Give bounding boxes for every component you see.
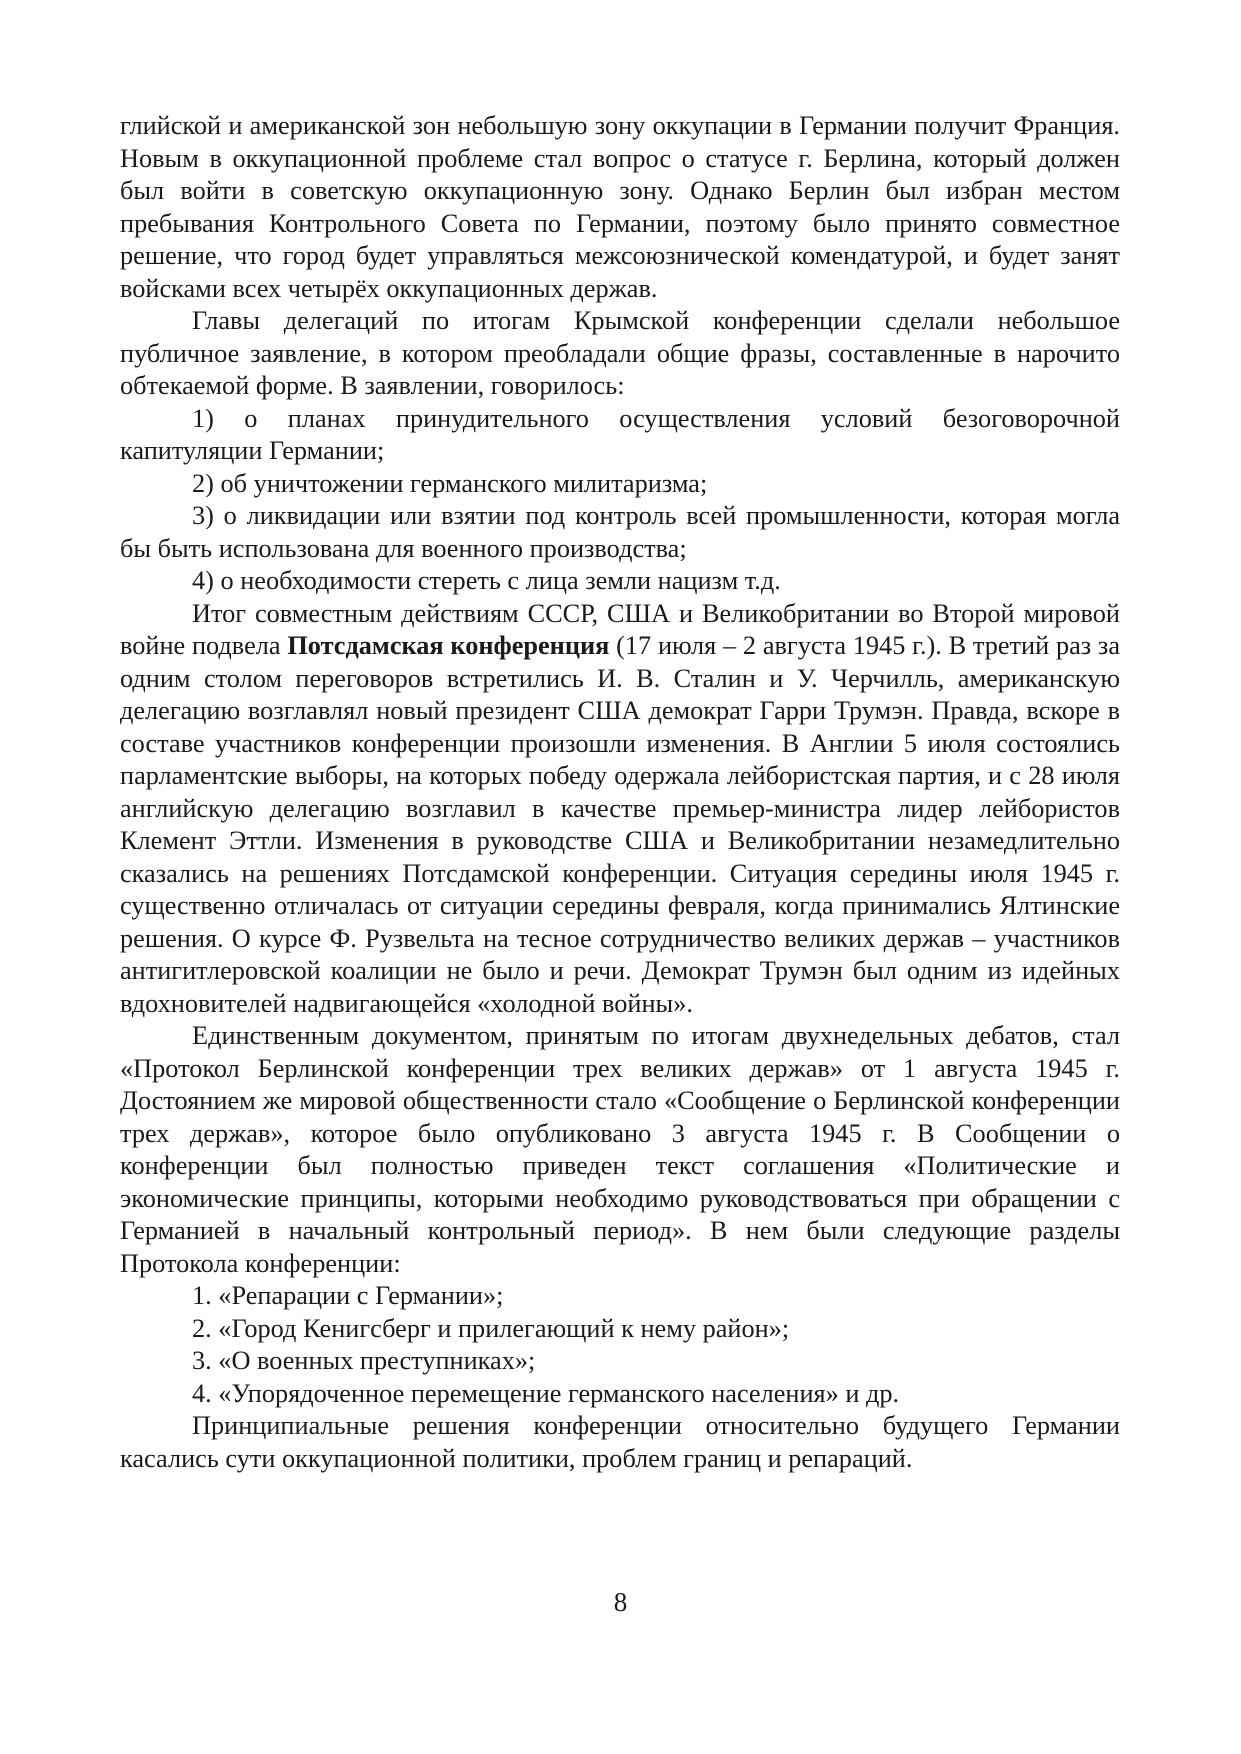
list-item: 1) о планах принудительного осуществления условий безоговорочной капитуляции Германии; bbox=[120, 403, 1120, 465]
page-number: 8 bbox=[613, 1587, 628, 1617]
potsdam-intro-text: Итог совместным действиям СССР, США и Великобритании во Второй мировой войне подвела bbox=[120, 598, 1120, 660]
list-item: 1. «Репарации с Германии»; bbox=[192, 1281, 504, 1310]
list-item: 3) о ликвидации или взятии под контроль всей промышленности, которая могла бы быть использована для военного производства; bbox=[120, 501, 1120, 563]
potsdam-conference-term: Потсдамская конференция bbox=[287, 631, 610, 660]
list-item: 3. «О военных преступниках»; bbox=[192, 1346, 536, 1375]
potsdam-body-text: (17 июля – 2 августа 1945 г.). В третий раз за одним столом переговоров встретились И. В. Сталин и У. Черчилль, американскую делегацию возглавлял новый президент США демократ Гарри Трумэн. Правда, вскоре в составе участников конференции произошли изменения. В Англии 5 июля состоялись парламентские выборы, на которых победу одержала лейбористская партия, и с 28 июля английскую делегацию возглавил в качестве премьер-министра лидер лейбористов Клемент Эттли. Изменения в руководстве США и Великобритании незамедлительно сказались на решениях Потсдамской конференции. Ситуация середины июля 1945 г. существенно отличалась от ситуации середины февраля, когда принимались Ялтинские решения. О курсе Ф. Рузвельта на тесное сотрудничество великих держав – участников антигитлеровской коалиции не было и речи. Демократ Трумэн был одним из идейных вдохновителей надвигающейся «холодной войны». bbox=[120, 631, 1120, 1018]
document-page bbox=[120, 110, 1120, 1475]
paragraph-crimean-statement: Главы делегаций по итогам Крымской конференции сделали небольшое публичное заявление, в котором преобладали общие фразы, составленные в нарочито обтекаемой форме. В заявлении, говорилось: bbox=[120, 306, 1120, 400]
paragraph-potsdam-conference bbox=[120, 598, 1120, 1021]
paragraph-berlin-protocol: Единственным документом, принятым по итогам двухнедельных дебатов, стал «Протокол Берлинской конференции трех великих держав» от 1 августа 1945 г. Достоянием же мировой общественности стало «Сообщение о Берлинской конференции трех держав», которое было опубликовано 3 августа 1945 г. В Сообщении о конференции был полностью приведен текст соглашения «Политические и экономические принципы, которыми необходимо руководствоваться при обращении с Германией в начальный контрольный период». В нем были следующие разделы Протокола конференции: bbox=[120, 1021, 1120, 1278]
list-item: 2) об уничтожении германского милитаризма; bbox=[192, 468, 708, 498]
paragraph-conference-decisions: Принципиальные решения конференции относительно будущего Германии касались сути оккупационной политики, проблем границ и репараций. bbox=[120, 1411, 1120, 1473]
paragraph-berlin-occupation: глийской и американской зон небольшую зону оккупации в Германии получит Франция. Новым в оккупационной проблеме стал вопрос о статусе г. Берлина, который должен был войти в советскую оккупационную зону. Однако Берлин был избран местом пребывания Контрольного Совета по Германии, поэтому было принято совместное решение, что город будет управляться межсоюзнической комендатурой, и будет занят войсками всех четырёх оккупационных держав. bbox=[120, 111, 1120, 303]
list-item: 2. «Город Кенигсберг и прилегающий к нему район»; bbox=[192, 1313, 790, 1343]
list-item: 4) о необходимости стереть с лица земли нацизм т.д. bbox=[192, 566, 781, 595]
list-item: 4. «Упорядоченное перемещение германского населения» и др. bbox=[192, 1378, 900, 1408]
